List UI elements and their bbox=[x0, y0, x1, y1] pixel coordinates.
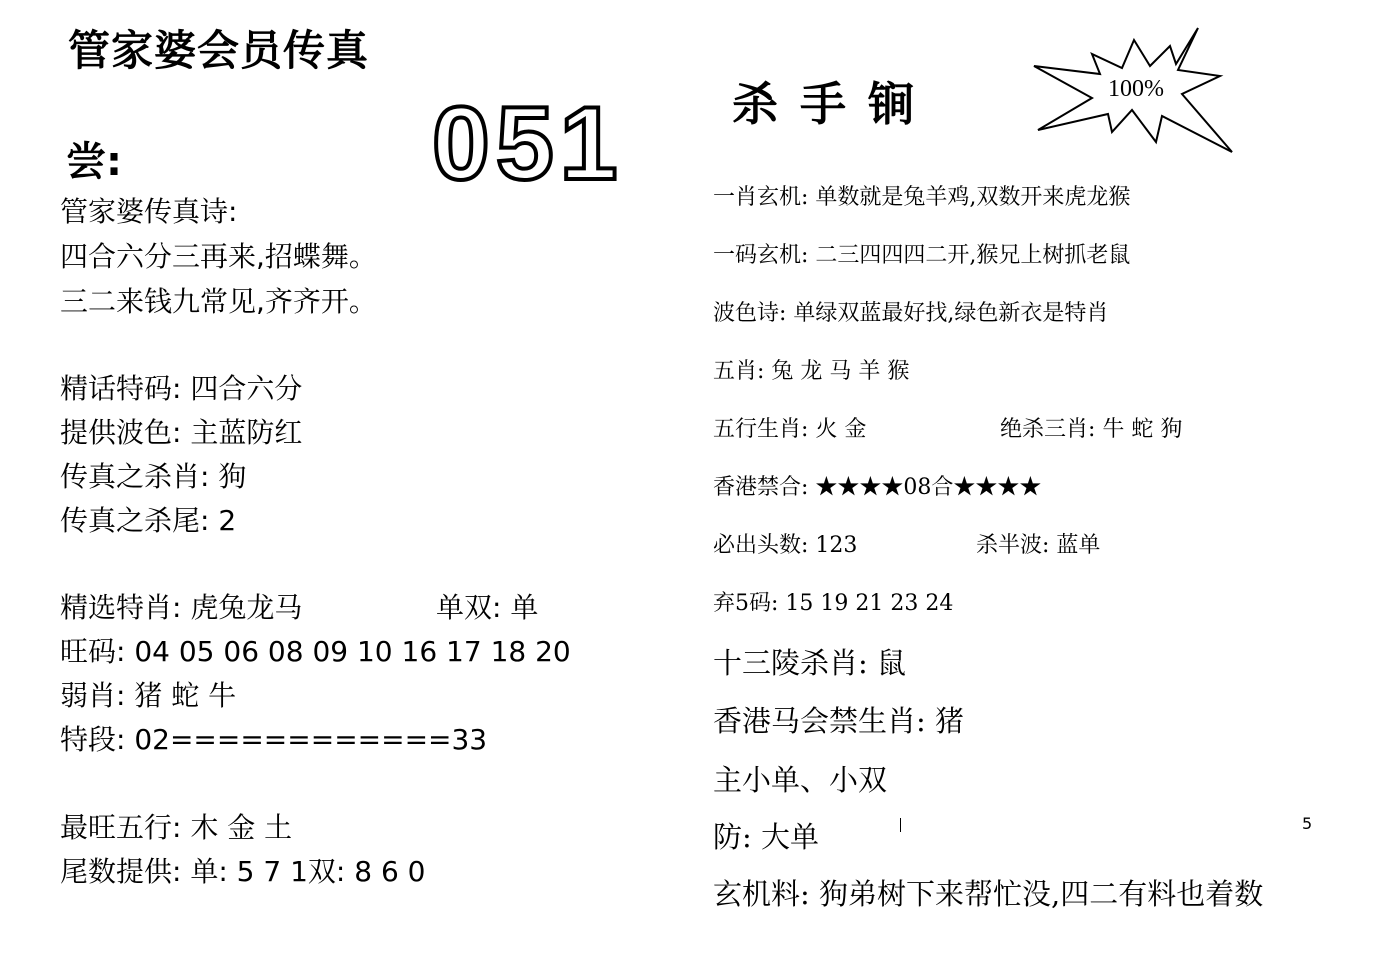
fax-title: 管家婆会员传真 bbox=[68, 26, 370, 75]
badge-text: 100% bbox=[1108, 76, 1164, 102]
selected-zodiac: 精选特肖: 虎兔龙马 bbox=[60, 591, 303, 624]
weak-zodiac: 弱肖: 猪 蛇 牛 bbox=[60, 679, 237, 712]
element-zodiac: 五行生肖: 火 金 bbox=[713, 417, 867, 442]
poem-title: 管家婆传真诗: bbox=[60, 195, 238, 228]
stray-mark: 5 bbox=[1302, 814, 1313, 833]
zodiac-riddle: 一肖玄机: 单数就是兔羊鸡,双数开来虎龙猴 bbox=[713, 185, 1131, 210]
main-pick: 主小单、小双 bbox=[713, 763, 888, 797]
ming-tomb-zodiac: 十三陵杀肖: 鼠 bbox=[713, 646, 906, 680]
kill-zodiac: 传真之杀肖: 狗 bbox=[60, 460, 247, 493]
kill-tail: 传真之杀尾: 2 bbox=[60, 504, 237, 537]
guard-pick: 防: 大单 bbox=[713, 820, 819, 854]
riddle-material: 玄机料: 狗弟树下来帮忙没,四二有料也着数 bbox=[713, 877, 1264, 911]
best-elements: 最旺五行: 木 金 土 bbox=[60, 811, 293, 844]
hk-forbidden: 香港禁合: ★★★★08合★★★★ bbox=[713, 475, 1042, 500]
issue-number: 051 bbox=[432, 86, 624, 202]
stray-tick bbox=[900, 818, 901, 832]
poem-line-1: 四合六分三再来,招蝶舞。 bbox=[60, 240, 377, 273]
issue-label: 尝: bbox=[66, 139, 122, 185]
kill-half-wave: 杀半波: 蓝单 bbox=[976, 533, 1101, 558]
poem-line-2: 三二来钱九常见,齐齐开。 bbox=[60, 285, 377, 318]
code-riddle: 一码玄机: 二三四四四二开,猴兄上树抓老鼠 bbox=[713, 243, 1131, 268]
kill-three-zodiac: 绝杀三肖: 牛 蛇 狗 bbox=[1000, 417, 1183, 442]
five-zodiac: 五肖: 兔 龙 马 羊 猴 bbox=[713, 359, 910, 384]
head-number: 必出头数: 123 bbox=[713, 533, 858, 558]
hk-jockey-zodiac: 香港马会禁生肖: 猪 bbox=[713, 704, 964, 738]
wave-color: 提供波色: 主蓝防红 bbox=[60, 416, 303, 449]
killer-title: 杀手锏 bbox=[732, 77, 936, 131]
special-code: 精话特码: 四合六分 bbox=[60, 372, 303, 405]
discard-codes: 弃5码: 15 19 21 23 24 bbox=[713, 591, 954, 616]
hot-codes: 旺码: 04 05 06 08 09 10 16 17 18 20 bbox=[60, 635, 571, 668]
odd-even: 单双: 单 bbox=[436, 591, 539, 624]
special-range: 特段: 02============33 bbox=[60, 723, 488, 756]
tail-numbers: 尾数提供: 单: 5 7 1双: 8 6 0 bbox=[60, 855, 426, 888]
wave-poem: 波色诗: 单绿双蓝最好找,绿色新衣是特肖 bbox=[713, 301, 1109, 326]
